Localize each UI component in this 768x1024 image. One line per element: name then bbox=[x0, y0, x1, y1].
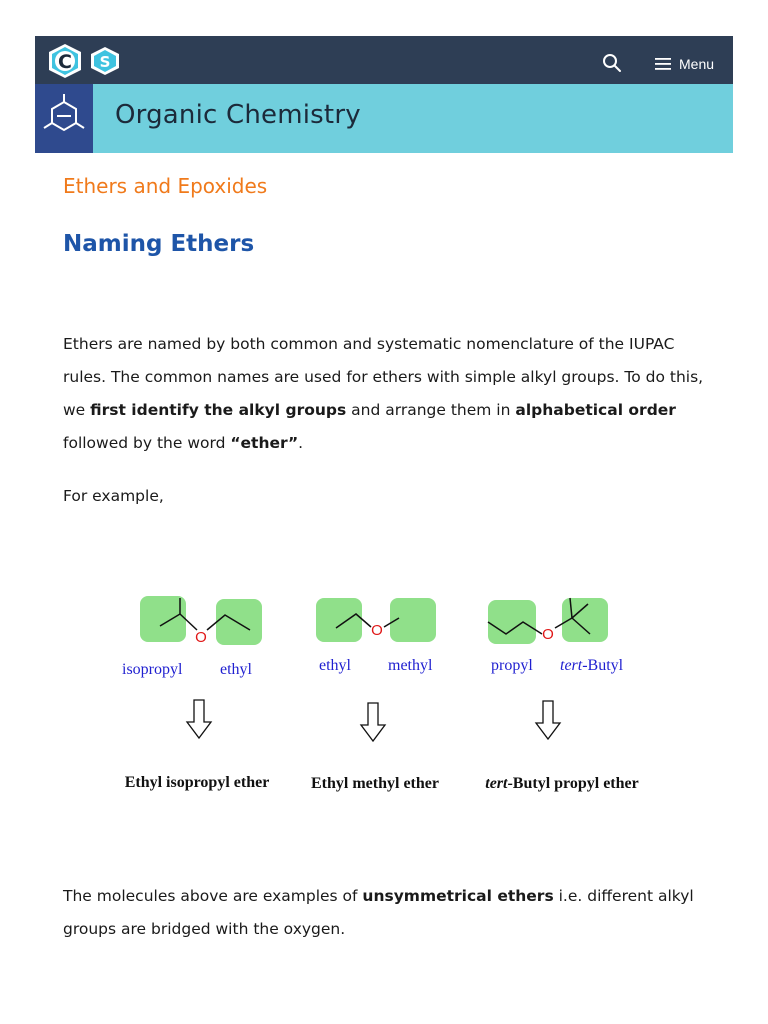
ether-name: tert-Butyl propyl ether bbox=[485, 775, 639, 792]
intro-text-2: and arrange them in bbox=[346, 401, 516, 419]
intro-paragraph bbox=[63, 328, 713, 460]
outro-paragraph bbox=[63, 880, 713, 946]
down-arrow-icon bbox=[536, 701, 560, 739]
ether-name: Ethyl methyl ether bbox=[311, 775, 439, 792]
example-ethyl-isopropyl bbox=[122, 596, 269, 791]
group-label: ethyl bbox=[220, 661, 252, 678]
example-ethyl-methyl bbox=[311, 598, 439, 792]
example-tert-butyl-propyl bbox=[485, 598, 638, 792]
group-label: propyl bbox=[491, 657, 533, 674]
outro-text-2: i.e. different alkyl groups are bridged with the oxygen. bbox=[63, 887, 694, 938]
search-icon[interactable] bbox=[601, 52, 623, 74]
example-intro: For example, bbox=[63, 487, 164, 505]
category-link[interactable]: Ethers and Epoxides bbox=[63, 174, 268, 198]
group-label: methyl bbox=[388, 657, 433, 674]
intro-bold-1: first identify the alkyl groups bbox=[90, 401, 347, 419]
outro-text-1: The molecules above are examples of bbox=[63, 887, 363, 905]
page-title: Naming Ethers bbox=[63, 231, 255, 257]
logo-letter-c: C bbox=[58, 51, 72, 73]
section-icon-box[interactable] bbox=[35, 84, 93, 153]
logo-letter-s: S bbox=[99, 53, 111, 71]
oxygen-atom: O bbox=[542, 626, 554, 643]
group-label: tert-Butyl bbox=[560, 657, 624, 674]
hamburger-icon bbox=[655, 58, 671, 70]
group-label: ethyl bbox=[319, 657, 351, 674]
oxygen-atom: O bbox=[195, 629, 207, 646]
group-label: isopropyl bbox=[122, 661, 183, 678]
intro-bold-2: alphabetical order bbox=[515, 401, 676, 419]
site-header bbox=[35, 36, 733, 84]
molecule-icon bbox=[35, 84, 93, 153]
section-title[interactable]: Organic Chemistry bbox=[115, 100, 361, 130]
ether-naming-figure bbox=[110, 590, 670, 800]
intro-text-3: followed by the word bbox=[63, 434, 231, 452]
menu-label: Menu bbox=[679, 56, 715, 72]
site-logo[interactable] bbox=[43, 42, 127, 80]
down-arrow-icon bbox=[361, 703, 385, 741]
intro-text-4: . bbox=[298, 434, 304, 452]
oxygen-atom: O bbox=[371, 622, 383, 639]
down-arrow-icon bbox=[187, 700, 211, 738]
section-banner bbox=[35, 84, 733, 153]
menu-toggle-button[interactable] bbox=[655, 53, 714, 75]
intro-bold-3: “ether” bbox=[230, 434, 299, 452]
ether-name: Ethyl isopropyl ether bbox=[124, 774, 270, 791]
outro-bold-1: unsymmetrical ethers bbox=[362, 887, 554, 905]
intro-text-1: Ethers are named by both common and systematic nomenclature of the IUPAC rules. The common names are used for ethers with simple alkyl groups. To do this, we bbox=[63, 335, 704, 419]
